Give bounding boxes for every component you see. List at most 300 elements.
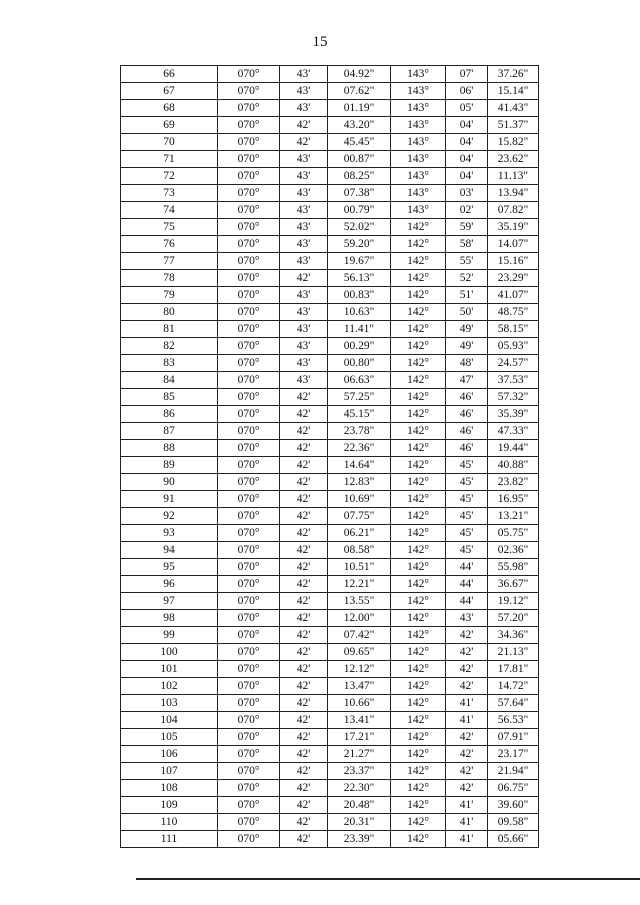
table-row [121,83,539,100]
lat-seconds-cell: 41.07" [488,287,539,304]
lon-minutes-cell: 42' [280,627,328,644]
lon-seconds-cell: 22.30" [328,780,391,797]
lat-seconds-cell: 23.29" [488,270,539,287]
lat-degrees-cell: 142° [391,729,446,746]
point-number-cell: 70 [121,134,218,151]
lat-seconds-cell: 41.43" [488,100,539,117]
table-row [121,491,539,508]
point-number-cell: 89 [121,457,218,474]
lon-minutes-cell: 42' [280,457,328,474]
lon-degrees-cell: 070° [218,236,280,253]
lat-degrees-cell: 142° [391,270,446,287]
lon-degrees-cell: 070° [218,576,280,593]
lon-seconds-cell: 56.13" [328,270,391,287]
point-number-cell: 78 [121,270,218,287]
lon-degrees-cell: 070° [218,780,280,797]
lon-minutes-cell: 43' [280,338,328,355]
table-row [121,202,539,219]
lon-seconds-cell: 12.00" [328,610,391,627]
lat-minutes-cell: 47' [446,372,488,389]
lat-seconds-cell: 36.67" [488,576,539,593]
lat-seconds-cell: 48.75" [488,304,539,321]
point-number-cell: 80 [121,304,218,321]
lon-degrees-cell: 070° [218,83,280,100]
lat-seconds-cell: 19.12" [488,593,539,610]
lon-minutes-cell: 43' [280,151,328,168]
lon-seconds-cell: 14.64" [328,457,391,474]
lat-degrees-cell: 142° [391,389,446,406]
lon-degrees-cell: 070° [218,134,280,151]
lon-degrees-cell: 070° [218,117,280,134]
lat-seconds-cell: 13.21" [488,508,539,525]
point-number-cell: 111 [121,831,218,848]
lat-seconds-cell: 35.19" [488,219,539,236]
lat-degrees-cell: 142° [391,321,446,338]
lon-degrees-cell: 070° [218,100,280,117]
point-number-cell: 67 [121,83,218,100]
table-row [121,797,539,814]
lon-degrees-cell: 070° [218,508,280,525]
point-number-cell: 92 [121,508,218,525]
point-number-cell: 107 [121,763,218,780]
point-number-cell: 68 [121,100,218,117]
lon-degrees-cell: 070° [218,185,280,202]
lat-minutes-cell: 04' [446,117,488,134]
lon-seconds-cell: 19.67" [328,253,391,270]
lat-seconds-cell: 05.75" [488,525,539,542]
table-row [121,559,539,576]
lat-minutes-cell: 42' [446,746,488,763]
lat-minutes-cell: 04' [446,151,488,168]
lon-degrees-cell: 070° [218,678,280,695]
lon-seconds-cell: 21.27" [328,746,391,763]
table-row [121,151,539,168]
table-row [121,729,539,746]
table-row [121,219,539,236]
lon-minutes-cell: 43' [280,202,328,219]
lon-degrees-cell: 070° [218,627,280,644]
lat-seconds-cell: 55.98" [488,559,539,576]
point-number-cell: 77 [121,253,218,270]
lon-degrees-cell: 070° [218,66,280,83]
lat-minutes-cell: 58' [446,236,488,253]
lat-minutes-cell: 04' [446,168,488,185]
lon-seconds-cell: 13.55" [328,593,391,610]
lat-seconds-cell: 34.36" [488,627,539,644]
lat-degrees-cell: 143° [391,202,446,219]
lat-seconds-cell: 07.91" [488,729,539,746]
lon-minutes-cell: 42' [280,593,328,610]
lat-degrees-cell: 142° [391,406,446,423]
lon-degrees-cell: 070° [218,406,280,423]
table-row [121,117,539,134]
lat-seconds-cell: 02.36" [488,542,539,559]
lon-minutes-cell: 42' [280,763,328,780]
lon-seconds-cell: 13.41" [328,712,391,729]
lon-seconds-cell: 07.38" [328,185,391,202]
lon-minutes-cell: 42' [280,423,328,440]
lon-minutes-cell: 43' [280,168,328,185]
lat-degrees-cell: 142° [391,814,446,831]
lon-degrees-cell: 070° [218,831,280,848]
lon-degrees-cell: 070° [218,321,280,338]
lon-minutes-cell: 42' [280,491,328,508]
lat-seconds-cell: 06.75" [488,780,539,797]
lon-minutes-cell: 42' [280,678,328,695]
lon-minutes-cell: 42' [280,440,328,457]
lat-seconds-cell: 39.60" [488,797,539,814]
lat-seconds-cell: 14.72" [488,678,539,695]
lon-minutes-cell: 42' [280,746,328,763]
lon-minutes-cell: 43' [280,372,328,389]
lat-seconds-cell: 17.81" [488,661,539,678]
lon-seconds-cell: 08.58" [328,542,391,559]
table-row [121,746,539,763]
lat-degrees-cell: 143° [391,168,446,185]
lon-seconds-cell: 22.36" [328,440,391,457]
lon-seconds-cell: 00.79" [328,202,391,219]
lat-minutes-cell: 50' [446,304,488,321]
lon-minutes-cell: 42' [280,559,328,576]
lat-degrees-cell: 142° [391,491,446,508]
lat-minutes-cell: 42' [446,678,488,695]
lat-seconds-cell: 51.37" [488,117,539,134]
lon-seconds-cell: 00.83" [328,287,391,304]
lat-minutes-cell: 45' [446,457,488,474]
table-row [121,712,539,729]
lon-seconds-cell: 11.41" [328,321,391,338]
lon-degrees-cell: 070° [218,372,280,389]
lat-seconds-cell: 35.39" [488,406,539,423]
lon-degrees-cell: 070° [218,151,280,168]
lat-minutes-cell: 49' [446,338,488,355]
table-row [121,695,539,712]
lat-seconds-cell: 57.20" [488,610,539,627]
lon-degrees-cell: 070° [218,474,280,491]
lat-minutes-cell: 42' [446,780,488,797]
table-row [121,304,539,321]
lat-degrees-cell: 142° [391,542,446,559]
lat-seconds-cell: 09.58" [488,814,539,831]
point-number-cell: 90 [121,474,218,491]
lat-minutes-cell: 44' [446,593,488,610]
lon-minutes-cell: 42' [280,610,328,627]
lon-degrees-cell: 070° [218,355,280,372]
lat-minutes-cell: 04' [446,134,488,151]
lon-seconds-cell: 59.20" [328,236,391,253]
lon-minutes-cell: 42' [280,406,328,423]
lat-minutes-cell: 43' [446,610,488,627]
point-number-cell: 99 [121,627,218,644]
point-number-cell: 103 [121,695,218,712]
lat-degrees-cell: 142° [391,508,446,525]
lat-minutes-cell: 46' [446,423,488,440]
lat-degrees-cell: 142° [391,253,446,270]
lon-minutes-cell: 42' [280,780,328,797]
lon-minutes-cell: 43' [280,355,328,372]
lon-minutes-cell: 42' [280,508,328,525]
point-number-cell: 105 [121,729,218,746]
lat-degrees-cell: 142° [391,763,446,780]
table-row [121,525,539,542]
lon-minutes-cell: 43' [280,236,328,253]
table-row [121,440,539,457]
point-number-cell: 86 [121,406,218,423]
table-row [121,168,539,185]
point-number-cell: 100 [121,644,218,661]
table-row [121,780,539,797]
lon-seconds-cell: 23.78" [328,423,391,440]
lat-degrees-cell: 142° [391,746,446,763]
point-number-cell: 75 [121,219,218,236]
lon-degrees-cell: 070° [218,542,280,559]
lat-degrees-cell: 142° [391,304,446,321]
point-number-cell: 106 [121,746,218,763]
lat-degrees-cell: 142° [391,576,446,593]
point-number-cell: 110 [121,814,218,831]
lon-seconds-cell: 43.20" [328,117,391,134]
lon-minutes-cell: 42' [280,712,328,729]
lon-degrees-cell: 070° [218,253,280,270]
lon-seconds-cell: 06.21" [328,525,391,542]
lat-minutes-cell: 07' [446,66,488,83]
lon-minutes-cell: 43' [280,185,328,202]
coordinates-table [120,65,539,848]
lat-minutes-cell: 45' [446,525,488,542]
lon-seconds-cell: 04.92" [328,66,391,83]
lon-minutes-cell: 42' [280,831,328,848]
lat-seconds-cell: 15.14" [488,83,539,100]
lat-seconds-cell: 16.95" [488,491,539,508]
lat-seconds-cell: 37.53" [488,372,539,389]
lon-seconds-cell: 12.83" [328,474,391,491]
point-number-cell: 98 [121,610,218,627]
lon-minutes-cell: 42' [280,644,328,661]
lat-minutes-cell: 41' [446,797,488,814]
point-number-cell: 83 [121,355,218,372]
point-number-cell: 74 [121,202,218,219]
table-row [121,508,539,525]
lat-degrees-cell: 143° [391,185,446,202]
point-number-cell: 85 [121,389,218,406]
lon-seconds-cell: 12.21" [328,576,391,593]
lat-minutes-cell: 45' [446,542,488,559]
point-number-cell: 109 [121,797,218,814]
lat-seconds-cell: 56.53" [488,712,539,729]
lon-seconds-cell: 07.62" [328,83,391,100]
lat-minutes-cell: 42' [446,644,488,661]
lat-minutes-cell: 55' [446,253,488,270]
lon-minutes-cell: 42' [280,576,328,593]
lat-minutes-cell: 46' [446,389,488,406]
lat-seconds-cell: 14.07" [488,236,539,253]
lon-seconds-cell: 01.19" [328,100,391,117]
lon-degrees-cell: 070° [218,661,280,678]
lat-minutes-cell: 46' [446,406,488,423]
lat-degrees-cell: 142° [391,236,446,253]
lon-seconds-cell: 57.25" [328,389,391,406]
lon-degrees-cell: 070° [218,219,280,236]
point-number-cell: 87 [121,423,218,440]
lat-minutes-cell: 45' [446,491,488,508]
lat-degrees-cell: 142° [391,457,446,474]
lon-seconds-cell: 10.66" [328,695,391,712]
lat-seconds-cell: 58.15" [488,321,539,338]
point-number-cell: 91 [121,491,218,508]
lon-minutes-cell: 42' [280,729,328,746]
lat-minutes-cell: 48' [446,355,488,372]
table-row [121,100,539,117]
lat-degrees-cell: 142° [391,661,446,678]
lon-degrees-cell: 070° [218,338,280,355]
lat-degrees-cell: 142° [391,610,446,627]
lat-minutes-cell: 42' [446,763,488,780]
lat-degrees-cell: 142° [391,338,446,355]
lat-degrees-cell: 143° [391,134,446,151]
lat-degrees-cell: 142° [391,678,446,695]
point-number-cell: 94 [121,542,218,559]
lon-degrees-cell: 070° [218,695,280,712]
page-number: 15 [312,34,328,50]
table-row [121,66,539,83]
lat-degrees-cell: 142° [391,372,446,389]
lat-degrees-cell: 142° [391,559,446,576]
lon-minutes-cell: 43' [280,219,328,236]
lon-seconds-cell: 10.69" [328,491,391,508]
lon-seconds-cell: 00.87" [328,151,391,168]
lat-minutes-cell: 44' [446,559,488,576]
point-number-cell: 102 [121,678,218,695]
point-number-cell: 104 [121,712,218,729]
lon-minutes-cell: 42' [280,542,328,559]
lat-degrees-cell: 142° [391,287,446,304]
point-number-cell: 108 [121,780,218,797]
lon-seconds-cell: 06.63" [328,372,391,389]
lat-degrees-cell: 142° [391,831,446,848]
lat-minutes-cell: 41' [446,831,488,848]
lon-degrees-cell: 070° [218,644,280,661]
table-row [121,610,539,627]
lat-seconds-cell: 07.82" [488,202,539,219]
lon-minutes-cell: 43' [280,304,328,321]
table-row [121,593,539,610]
point-number-cell: 69 [121,117,218,134]
lat-degrees-cell: 142° [391,780,446,797]
lon-degrees-cell: 070° [218,491,280,508]
table-row [121,814,539,831]
point-number-cell: 73 [121,185,218,202]
table-row [121,372,539,389]
table-row [121,134,539,151]
lat-degrees-cell: 142° [391,695,446,712]
point-number-cell: 72 [121,168,218,185]
table-row [121,576,539,593]
lat-minutes-cell: 44' [446,576,488,593]
point-number-cell: 82 [121,338,218,355]
point-number-cell: 97 [121,593,218,610]
table-row [121,236,539,253]
lat-minutes-cell: 02' [446,202,488,219]
lon-minutes-cell: 42' [280,814,328,831]
lat-degrees-cell: 143° [391,100,446,117]
lon-seconds-cell: 10.51" [328,559,391,576]
point-number-cell: 79 [121,287,218,304]
lon-seconds-cell: 08.25" [328,168,391,185]
lon-degrees-cell: 070° [218,559,280,576]
lon-seconds-cell: 09.65" [328,644,391,661]
lon-degrees-cell: 070° [218,270,280,287]
lat-seconds-cell: 23.62" [488,151,539,168]
table-row [121,763,539,780]
lat-seconds-cell: 05.93" [488,338,539,355]
table-row [121,542,539,559]
lat-minutes-cell: 41' [446,695,488,712]
point-number-cell: 96 [121,576,218,593]
lat-minutes-cell: 42' [446,661,488,678]
table-row [121,389,539,406]
lat-degrees-cell: 142° [391,219,446,236]
lat-degrees-cell: 142° [391,355,446,372]
lat-minutes-cell: 03' [446,185,488,202]
lon-degrees-cell: 070° [218,389,280,406]
lat-degrees-cell: 142° [391,712,446,729]
lon-minutes-cell: 42' [280,134,328,151]
lat-minutes-cell: 59' [446,219,488,236]
lat-seconds-cell: 23.17" [488,746,539,763]
point-number-cell: 95 [121,559,218,576]
table-row [121,321,539,338]
lon-minutes-cell: 42' [280,661,328,678]
lat-degrees-cell: 142° [391,593,446,610]
lon-degrees-cell: 070° [218,610,280,627]
lon-minutes-cell: 42' [280,389,328,406]
lat-minutes-cell: 05' [446,100,488,117]
lon-minutes-cell: 42' [280,474,328,491]
lat-degrees-cell: 142° [391,440,446,457]
table-row [121,661,539,678]
lat-degrees-cell: 143° [391,151,446,168]
lon-minutes-cell: 43' [280,83,328,100]
lon-seconds-cell: 45.15" [328,406,391,423]
lon-degrees-cell: 070° [218,525,280,542]
lon-seconds-cell: 07.75" [328,508,391,525]
coordinates-table-body [121,66,539,848]
lon-degrees-cell: 070° [218,423,280,440]
lon-degrees-cell: 070° [218,797,280,814]
lon-seconds-cell: 10.63" [328,304,391,321]
lat-degrees-cell: 143° [391,83,446,100]
lon-minutes-cell: 42' [280,270,328,287]
lon-seconds-cell: 45.45" [328,134,391,151]
lat-minutes-cell: 45' [446,474,488,491]
lat-degrees-cell: 143° [391,117,446,134]
bottom-rule [136,878,640,880]
lon-seconds-cell: 07.42" [328,627,391,644]
table-row [121,406,539,423]
table-row [121,287,539,304]
lon-minutes-cell: 43' [280,100,328,117]
lat-minutes-cell: 46' [446,440,488,457]
lat-minutes-cell: 51' [446,287,488,304]
lat-seconds-cell: 11.13" [488,168,539,185]
point-number-cell: 66 [121,66,218,83]
table-row [121,185,539,202]
lon-minutes-cell: 42' [280,797,328,814]
lon-minutes-cell: 42' [280,695,328,712]
lon-minutes-cell: 42' [280,525,328,542]
table-row [121,831,539,848]
lat-minutes-cell: 42' [446,627,488,644]
